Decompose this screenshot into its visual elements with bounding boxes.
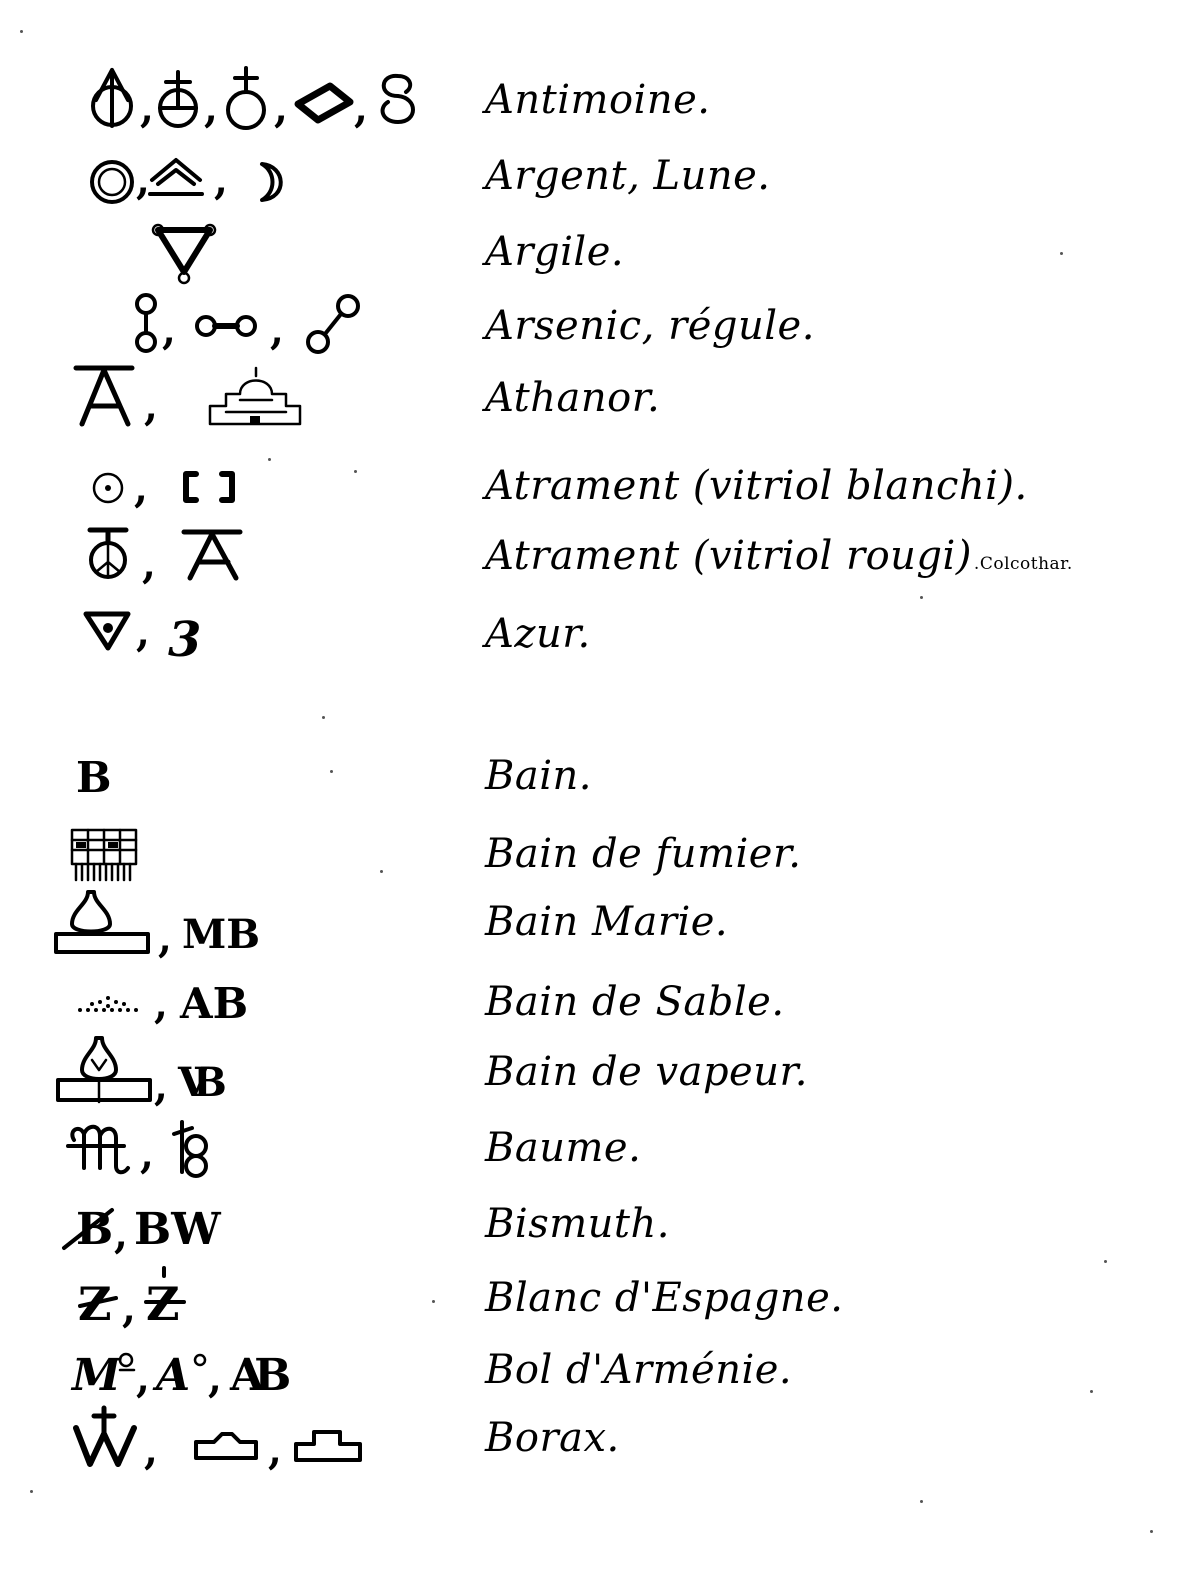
symbol-group	[50, 1334, 470, 1404]
paper-speck	[1104, 1260, 1107, 1263]
entry-row	[0, 886, 1189, 962]
entry-row	[0, 740, 1189, 810]
paper-speck	[920, 1500, 923, 1503]
symbol-group	[50, 1402, 470, 1472]
monogram-m-icon	[70, 1350, 134, 1401]
svg-text:B: B	[76, 1204, 114, 1255]
entry-label: Arsenic, régule.	[485, 303, 815, 349]
entry-row	[0, 1262, 1189, 1332]
orb-cross-icon	[228, 68, 264, 128]
entry-row	[0, 1188, 1189, 1258]
separator-comma: ,	[162, 307, 176, 354]
symbol-group	[50, 64, 470, 134]
stacked-chevron-icon	[150, 160, 202, 194]
entry-label-text: Atrament (vitriol rougi)	[485, 533, 972, 579]
entry-label: Bain de fumier.	[485, 831, 802, 877]
separator-comma: ,	[136, 609, 150, 656]
struck-b-icon	[64, 1204, 113, 1255]
furnace-icon	[210, 368, 300, 424]
horizontal-beads-icon	[197, 317, 255, 335]
symbol-group	[50, 818, 470, 888]
rhombus-icon	[298, 86, 350, 120]
entry-row	[0, 520, 1189, 590]
symbol-group	[50, 966, 470, 1036]
paper-speck	[268, 458, 271, 461]
orb-bar-icon	[90, 530, 126, 577]
brackets-icon	[186, 474, 232, 500]
letters-mb-icon: MB	[182, 911, 261, 958]
entry-row	[0, 818, 1189, 888]
entry-label: Bain.	[485, 753, 593, 799]
symbol-group	[50, 216, 470, 286]
entry-row	[0, 1334, 1189, 1404]
crossed-b-icon	[174, 1122, 206, 1176]
letters-bw-icon: BW	[134, 1204, 221, 1255]
vertical-beads-icon	[137, 295, 155, 351]
ligature-ab-icon: AB	[230, 1350, 282, 1401]
separator-comma: ,	[114, 1211, 128, 1258]
symbol-group	[50, 450, 470, 520]
fringed-box-icon	[72, 830, 136, 880]
symbol-group	[50, 290, 470, 360]
barred-a-icon	[184, 532, 240, 578]
separator-comma: ,	[136, 1355, 150, 1402]
separator-comma: ,	[270, 307, 284, 354]
entry-label: Bain de vapeur.	[485, 1049, 808, 1095]
paper-speck	[322, 716, 325, 719]
crossed-m-icon	[68, 1127, 128, 1173]
triangle-circle-icon	[93, 70, 131, 126]
symbol-group	[50, 740, 470, 810]
monogram-a-icon	[152, 1350, 205, 1401]
crescent-moon-icon	[262, 164, 281, 200]
separator-comma: ,	[204, 85, 218, 132]
entry-row	[0, 1112, 1189, 1182]
entry-label: Baume.	[485, 1125, 642, 1171]
stepped-hut-icon	[296, 1432, 360, 1460]
separator-comma: ,	[142, 541, 156, 588]
entry-row	[0, 1402, 1189, 1472]
symbol-group	[50, 886, 470, 962]
entry-label: Bain de Sable.	[485, 979, 785, 1025]
entry-label: Antimoine.	[485, 77, 711, 123]
separator-comma: ,	[140, 1131, 154, 1178]
paper-speck	[30, 1490, 33, 1493]
separator-comma: ,	[154, 1063, 168, 1110]
entry-row	[0, 966, 1189, 1036]
paper-speck	[1090, 1390, 1093, 1393]
symbol-group	[50, 1262, 470, 1332]
letters-ab-icon: AB	[180, 979, 249, 1028]
crossed-orb-icon	[160, 72, 196, 126]
crossed-w-icon	[76, 1408, 134, 1464]
paper-speck	[380, 870, 383, 873]
entry-row	[0, 598, 1189, 668]
paper-speck	[432, 1300, 435, 1303]
separator-comma: ,	[140, 85, 154, 132]
struck-z-icon	[78, 1277, 116, 1331]
paper-speck	[1060, 252, 1063, 255]
symbol-group	[50, 1036, 470, 1110]
entry-label: Azur.	[485, 611, 591, 657]
separator-comma: ,	[208, 1355, 222, 1402]
entry-label: Borax.	[485, 1415, 620, 1461]
symbol-group	[50, 598, 470, 668]
entry-label	[485, 528, 1073, 592]
paper-speck	[920, 596, 923, 599]
letter-b-icon: B	[76, 753, 112, 802]
entry-label: Bol d'Arménie.	[485, 1347, 793, 1393]
symbol-group	[50, 140, 470, 210]
symbol-group	[50, 520, 470, 590]
paper-speck	[1150, 1530, 1153, 1533]
flask-on-tray-icon	[56, 892, 148, 952]
low-hut-icon	[196, 1434, 256, 1458]
diagonal-beads-icon	[308, 296, 358, 352]
numeral-three-icon: 3	[168, 612, 202, 668]
entry-label: Atrament (vitriol blanchi).	[485, 463, 1028, 509]
svg-text:M: M	[72, 1350, 121, 1401]
scroll-s-icon	[383, 76, 413, 122]
monogram-vb-icon: VB	[178, 1059, 211, 1106]
dotted-circle-icon	[94, 474, 122, 502]
barred-z-icon	[146, 1268, 184, 1331]
separator-comma: ,	[274, 85, 288, 132]
separator-comma: ,	[134, 465, 148, 512]
entry-label: Bain Marie.	[485, 899, 729, 945]
double-circle-icon	[92, 162, 132, 202]
entry-label: Bismuth.	[485, 1201, 670, 1247]
entry-row	[0, 64, 1189, 134]
svg-text:Z: Z	[146, 1277, 180, 1331]
separator-comma: ,	[144, 383, 158, 430]
separator-comma: ,	[136, 157, 150, 204]
paper-speck	[330, 770, 333, 773]
paper-speck	[354, 470, 357, 473]
inverted-triangle-beaded-icon	[153, 225, 215, 283]
entry-note: .Colcothar.	[973, 554, 1073, 574]
symbol-group	[50, 362, 470, 432]
vapor-flask-icon	[58, 1038, 150, 1102]
dotted-mound-icon	[78, 996, 138, 1012]
entry-row	[0, 450, 1189, 520]
separator-comma: ,	[144, 1427, 158, 1474]
symbol-group	[50, 1188, 470, 1258]
inverted-triangle-dot-icon	[86, 614, 128, 648]
separator-comma: ,	[154, 981, 168, 1028]
separator-comma: ,	[354, 85, 368, 132]
entry-label: Blanc d'Espagne.	[485, 1275, 844, 1321]
entry-row	[0, 1036, 1189, 1110]
paper-speck	[20, 30, 23, 33]
entry-label: Argile.	[485, 229, 625, 275]
symbol-group	[50, 1112, 470, 1182]
svg-text:A: A	[156, 1350, 191, 1401]
separator-comma: ,	[268, 1427, 282, 1474]
entry-row	[0, 140, 1189, 210]
separator-comma: ,	[122, 1285, 136, 1332]
entry-row	[0, 216, 1189, 286]
separator-comma: ,	[214, 157, 228, 204]
separator-comma: ,	[158, 915, 172, 962]
barred-a-icon	[76, 368, 132, 424]
entry-row	[0, 290, 1189, 360]
entry-label: Argent, Lune.	[485, 153, 771, 199]
entry-row	[0, 362, 1189, 432]
entry-label: Athanor.	[485, 375, 661, 421]
svg-text:Z: Z	[78, 1277, 112, 1331]
